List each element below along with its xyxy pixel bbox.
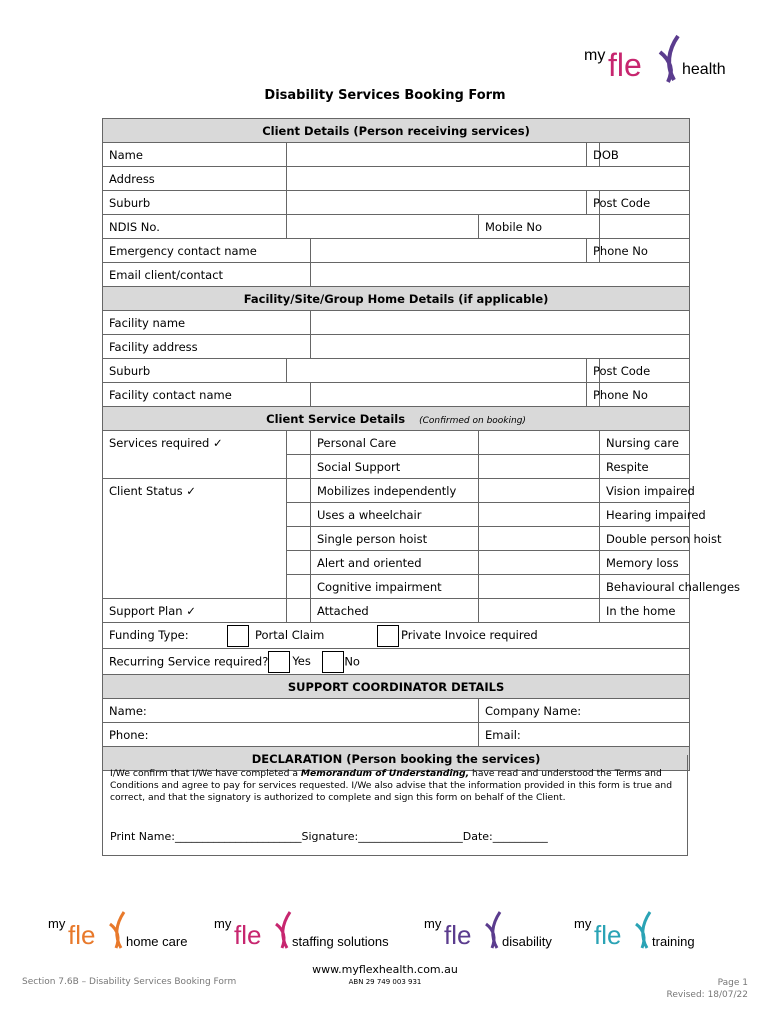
website-link[interactable]: www.myflexhealth.com.au	[312, 963, 458, 976]
name-label: Name	[103, 143, 287, 167]
footer-logo-my: my	[424, 916, 442, 931]
service-details-header	[103, 407, 690, 431]
social-support-checkbox[interactable]	[287, 455, 311, 479]
footer-logo-label: staffing solutions	[292, 934, 389, 949]
footer-logo-label: home care	[126, 934, 188, 949]
recurring-yes-label: Yes	[292, 654, 311, 668]
nursing-care-checkbox[interactable]	[479, 431, 600, 455]
in-home-label: In the home	[600, 599, 690, 623]
coordinator-name-label: Name:	[109, 703, 147, 718]
behavioural-checkbox[interactable]	[479, 575, 600, 599]
footer-logo-x-mark	[636, 912, 650, 948]
attached-checkbox[interactable]	[287, 599, 311, 623]
coordinator-phone-field[interactable]	[103, 723, 479, 747]
vision-label: Vision impaired	[600, 479, 690, 503]
coordinator-header: SUPPORT COORDINATOR DETAILS	[103, 675, 690, 699]
recurring-row	[103, 649, 690, 675]
footer-logo-label: training	[652, 934, 695, 949]
signature-line[interactable]: Print Name:_______________________Signature:___________________Date:__________	[110, 830, 548, 843]
funding-type-row	[103, 623, 690, 649]
facility-name-label: Facility name	[103, 311, 311, 335]
respite-checkbox[interactable]	[479, 455, 600, 479]
email-label: Email client/contact	[103, 263, 311, 287]
recurring-no-checkbox[interactable]	[322, 651, 344, 673]
mobilizes-checkbox[interactable]	[287, 479, 311, 503]
attached-label: Attached	[311, 599, 479, 623]
facility-suburb-field[interactable]	[287, 359, 587, 383]
coordinator-email-label: Email:	[485, 727, 521, 742]
logo-my: my	[584, 47, 606, 64]
logo-flex: fle	[608, 47, 642, 83]
declaration-text	[110, 768, 680, 804]
vision-checkbox[interactable]	[479, 479, 600, 503]
coordinator-name-field[interactable]	[103, 699, 479, 723]
coordinator-phone-label: Phone:	[109, 727, 149, 742]
address-label: Address	[103, 167, 287, 191]
declaration-mou: Memorandum of Understanding,	[300, 768, 470, 779]
services-required-spacer	[103, 455, 287, 479]
footer-logo-disability	[420, 906, 570, 956]
footer-logo-home-care	[44, 906, 204, 956]
declaration-text-2: have read and understood the Terms and Conditions and agree to pay for services requested. I/We also advise that the information provided in this form is true and correct, and that the signatory is authorized to complete and sign this form on behalf of the Client.	[110, 768, 673, 803]
abn-number: ABN 29 749 003 931	[348, 978, 422, 986]
address-field[interactable]	[287, 167, 690, 191]
cognitive-label: Cognitive impairment	[311, 575, 479, 599]
funding-type-label: Funding Type:	[109, 628, 189, 642]
ndis-label: NDIS No.	[103, 215, 287, 239]
client-status-spacer-1	[103, 503, 287, 527]
recurring-no-label: No	[344, 654, 360, 668]
facility-contact-label: Facility contact name	[103, 383, 311, 407]
behavioural-label: Behavioural challenges	[600, 575, 690, 599]
footer-logo-training	[570, 906, 720, 956]
footer-logo-flex: fle	[234, 920, 262, 950]
name-field[interactable]	[287, 143, 587, 167]
client-status-spacer-4	[103, 575, 287, 599]
facility-postcode-label: Post Code	[587, 359, 600, 383]
recurring-label: Recurring Service required?	[109, 654, 269, 668]
mobile-field[interactable]	[600, 215, 690, 239]
footer-logo-x-mark	[276, 912, 290, 948]
facility-phone-label: Phone No	[587, 383, 600, 407]
wheelchair-checkbox[interactable]	[287, 503, 311, 527]
facility-header: Facility/Site/Group Home Details (if applicable)	[103, 287, 690, 311]
private-invoice-checkbox[interactable]	[377, 625, 399, 647]
hearing-checkbox[interactable]	[479, 503, 600, 527]
logo-health: health	[682, 61, 726, 78]
booking-form-table	[102, 118, 741, 771]
personal-care-label: Personal Care	[311, 431, 479, 455]
facility-contact-field[interactable]	[311, 383, 587, 407]
private-invoice-label: Private Invoice required	[401, 628, 538, 642]
memory-label: Memory loss	[600, 551, 690, 575]
alert-checkbox[interactable]	[287, 551, 311, 575]
respite-label: Respite	[600, 455, 690, 479]
page-number: Page 1	[717, 978, 748, 988]
footer-logo-flex: fle	[68, 920, 96, 950]
footer-logo-flex: fle	[444, 920, 472, 950]
portal-claim-checkbox[interactable]	[227, 625, 249, 647]
facility-address-field[interactable]	[311, 335, 690, 359]
declaration-text-1: I/We confirm that I/We have completed a	[110, 768, 301, 779]
postcode-label: Post Code	[587, 191, 600, 215]
client-status-label: Client Status ✓	[103, 479, 287, 503]
cognitive-checkbox[interactable]	[287, 575, 311, 599]
ndis-field[interactable]	[287, 215, 479, 239]
emergency-contact-field[interactable]	[311, 239, 587, 263]
hearing-label: Hearing impaired	[600, 503, 690, 527]
confirmed-note: (Confirmed on booking)	[419, 415, 526, 426]
client-status-spacer-2	[103, 527, 287, 551]
myflex-health-logo	[582, 30, 742, 90]
footer-logo-x-mark	[110, 912, 124, 948]
dob-label: DOB	[587, 143, 600, 167]
double-hoist-checkbox[interactable]	[479, 527, 600, 551]
service-details-title: Client Service Details	[266, 411, 406, 426]
suburb-label: Suburb	[103, 191, 287, 215]
client-details-header: Client Details (Person receiving services)	[103, 119, 690, 143]
coordinator-email-field[interactable]	[479, 723, 690, 747]
in-home-checkbox[interactable]	[479, 599, 600, 623]
mobilizes-label: Mobilizes independently	[311, 479, 479, 503]
recurring-yes-checkbox[interactable]	[268, 651, 290, 673]
declaration-header: DECLARATION (Person booking the services)	[103, 747, 690, 771]
social-support-label: Social Support	[311, 455, 479, 479]
footer-logo-my: my	[574, 916, 592, 931]
footer-page-info	[667, 977, 748, 1001]
phone-label: Phone No	[587, 239, 600, 263]
footer-logo-my: my	[214, 916, 232, 931]
coordinator-company-field[interactable]	[479, 699, 690, 723]
emergency-contact-label: Emergency contact name	[103, 239, 311, 263]
logo-x-mark	[660, 36, 678, 82]
footer-section: Section 7.6B – Disability Services Booking Form	[22, 977, 237, 987]
footer-logo-x-mark	[486, 912, 500, 948]
facility-suburb-label: Suburb	[103, 359, 287, 383]
form-title: Disability Services Booking Form	[264, 88, 506, 103]
footer-logo-my: my	[48, 916, 66, 931]
footer-logo-flex: fle	[594, 920, 622, 950]
memory-checkbox[interactable]	[479, 551, 600, 575]
suburb-field[interactable]	[287, 191, 587, 215]
portal-claim-label: Portal Claim	[255, 628, 325, 642]
footer-logo-staffing	[210, 906, 410, 956]
footer-logo-label: disability	[502, 934, 552, 949]
client-status-spacer-3	[103, 551, 287, 575]
single-hoist-label: Single person hoist	[311, 527, 479, 551]
personal-care-checkbox[interactable]	[287, 431, 311, 455]
services-required-label: Services required ✓	[103, 431, 287, 455]
alert-label: Alert and oriented	[311, 551, 479, 575]
single-hoist-checkbox[interactable]	[287, 527, 311, 551]
facility-address-label: Facility address	[103, 335, 311, 359]
double-hoist-label: Double person hoist	[600, 527, 690, 551]
mobile-label: Mobile No	[479, 215, 600, 239]
facility-name-field[interactable]	[311, 311, 690, 335]
support-plan-label: Support Plan ✓	[103, 599, 287, 623]
wheelchair-label: Uses a wheelchair	[311, 503, 479, 527]
nursing-care-label: Nursing care	[600, 431, 690, 455]
email-field[interactable]	[311, 263, 690, 287]
coordinator-company-label: Company Name:	[485, 703, 582, 718]
revised-date: Revised: 18/07/22	[666, 990, 748, 1000]
